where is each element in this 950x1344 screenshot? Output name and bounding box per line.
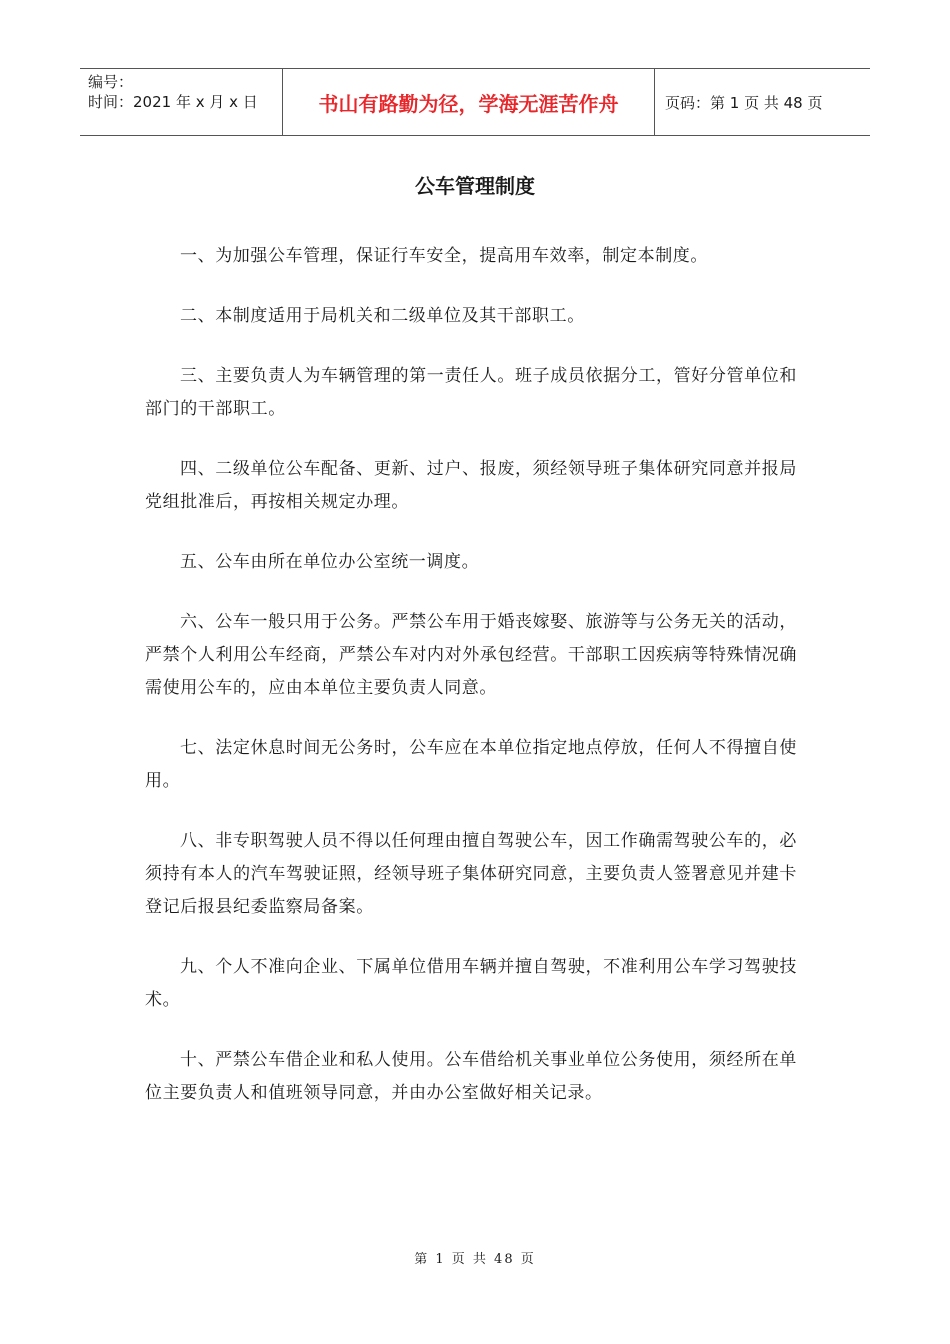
document-body: [145, 240, 797, 1137]
paragraph-4: 四、二级单位公车配备、更新、过户、报废，须经领导班子集体研究同意并报局党组批准后，再按相关规定办理。: [145, 459, 797, 512]
paragraph-3: 三、主要负责人为车辆管理的第一责任人。班子成员依据分工，管好分管单位和部门的干部职工。: [145, 366, 797, 419]
document-title: 公车管理制度: [415, 174, 535, 198]
paragraph-9: 九、个人不准向企业、下属单位借用车辆并擅自驾驶，不准利用公车学习驾驶技术。: [145, 957, 797, 1010]
paragraph-7: 七、法定休息时间无公务时，公车应在本单位指定地点停放，任何人不得擅自使用。: [145, 738, 797, 791]
date-line: 时间：2021 年 x 月 x 日: [88, 93, 258, 111]
page-header: [80, 68, 870, 136]
paragraph-5: 五、公车由所在单位办公室统一调度。: [180, 552, 480, 572]
paragraph-10: 十、严禁公车借企业和私人使用。公车借给机关事业单位公务使用，须经所在单位主要负责人和值班领导同意，并由办公室做好相关记录。: [145, 1050, 797, 1103]
paragraph-8: 八、非专职驾驶人员不得以任何理由擅自驾驶公车，因工作确需驾驶公车的，必须持有本人的汽车驾驶证照，经领导班子集体研究同意，主要负责人签署意见并建卡登记后报县纪委监察局备案。: [145, 831, 797, 917]
header-page-info: 页码：第 1 页 共 48 页: [665, 93, 823, 112]
paragraph-2: 二、本制度适用于局机关和二级单位及其干部职工。: [180, 306, 585, 326]
header-meta: [80, 69, 282, 135]
paragraph-1: 一、为加强公车管理，保证行车安全，提高用车效率，制定本制度。: [180, 246, 708, 266]
page-footer: 第 1 页 共 48 页: [414, 1252, 536, 1267]
number-label: 编号：: [88, 73, 134, 91]
paragraph-6: 六、公车一般只用于公务。严禁公车用于婚丧嫁娶、旅游等与公务无关的活动，严禁个人利用公车经商，严禁公车对内对外承包经营。干部职工因疾病等特殊情况确需使用公车的，应由本单位主要负责人同意。: [145, 612, 797, 698]
header-motto: 书山有路勤为径，学海无涯苦作舟: [282, 69, 655, 135]
